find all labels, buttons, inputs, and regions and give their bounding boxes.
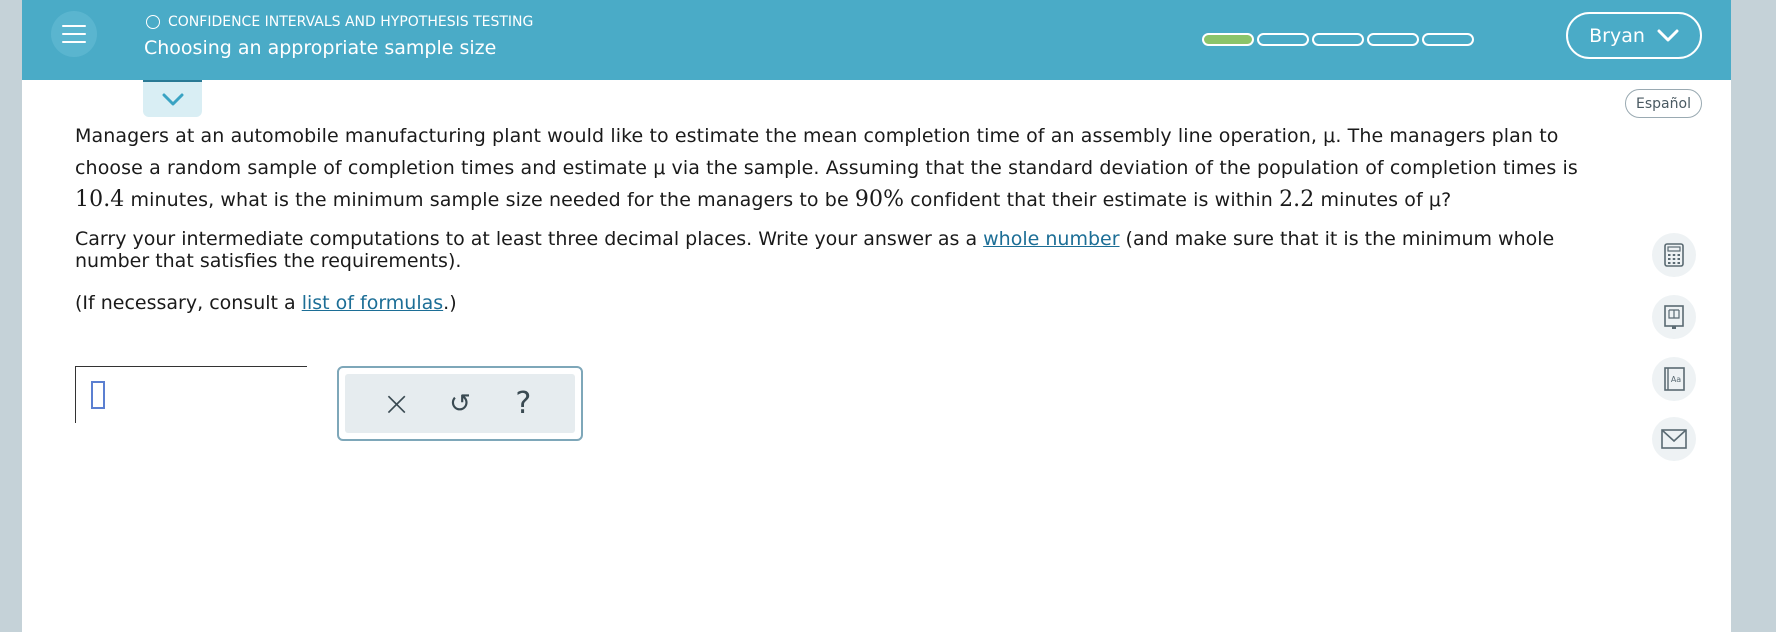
- page: [22, 0, 1731, 632]
- help-icon: ?: [515, 386, 532, 421]
- confidence-value: 90%: [854, 187, 905, 212]
- instructions: [75, 228, 1615, 272]
- language-button[interactable]: Español: [1625, 89, 1702, 118]
- instructions-text: Carry your intermediate computations to at least three decimal places. Write your answer as a: [75, 228, 984, 250]
- std-dev-value: 10.4: [75, 187, 125, 212]
- margin-value: 2.2: [1279, 187, 1315, 212]
- topic-label: CONFIDENCE INTERVALS AND HYPOTHESIS TESTING: [168, 14, 534, 30]
- undo-icon: ↺: [449, 388, 471, 419]
- formula-note: [75, 292, 1615, 314]
- progress-segment: [1202, 33, 1254, 46]
- answer-toolbar: [337, 366, 583, 441]
- clear-button[interactable]: [377, 384, 417, 424]
- svg-text:Aa: Aa: [1670, 375, 1682, 384]
- whole-number-link[interactable]: whole number: [983, 228, 1120, 250]
- text-cursor: [91, 381, 105, 409]
- user-name: Bryan: [1589, 24, 1645, 47]
- chevron-down-icon: [1657, 29, 1679, 43]
- menu-button[interactable]: [51, 11, 97, 57]
- problem-text: confident that their estimate is within: [904, 189, 1280, 211]
- message-button[interactable]: [1652, 417, 1696, 461]
- lesson-title: Choosing an appropriate sample size: [144, 37, 497, 59]
- dictionary-button[interactable]: [1652, 357, 1696, 401]
- circle-icon: [146, 15, 160, 29]
- problem-text: Managers at an automobile manufacturing plant would like to estimate the mean completion time of an assembly line operation, μ. The managers plan to choose a random sample of completion times and estimate μ via the sample. Assuming that the standard deviation of the population of completion times is: [75, 125, 1578, 179]
- user-menu-button[interactable]: [1566, 12, 1702, 59]
- book-icon: [1663, 304, 1685, 330]
- problem-text: minutes, what is the minimum sample size needed for the managers to be: [124, 189, 855, 211]
- formulas-link[interactable]: list of formulas: [301, 292, 444, 314]
- textbook-button[interactable]: [1652, 295, 1696, 339]
- problem-statement: [75, 120, 1615, 216]
- dictionary-icon: [1662, 366, 1686, 392]
- formula-note-text: (If necessary, consult a: [75, 292, 302, 314]
- progress-segment: [1367, 33, 1419, 46]
- close-icon: ×: [382, 383, 411, 424]
- mail-icon: [1660, 428, 1688, 450]
- progress-bar: [1202, 33, 1474, 46]
- undo-button[interactable]: [440, 384, 480, 424]
- calculator-button[interactable]: [1652, 233, 1696, 277]
- calculator-icon: [1663, 242, 1685, 268]
- problem-content: [75, 120, 1615, 314]
- formula-note-text: .): [443, 292, 457, 314]
- topic-line: [146, 14, 533, 30]
- instructions-text: (and make sure that it is the minimum whole number that satisfies the requirements).: [75, 228, 1555, 272]
- help-button[interactable]: [503, 384, 543, 424]
- progress-segment: [1312, 33, 1364, 46]
- hamburger-icon: [62, 25, 86, 43]
- problem-text: minutes of μ?: [1314, 189, 1452, 211]
- progress-segment: [1422, 33, 1474, 46]
- chevron-down-icon: [162, 93, 184, 107]
- collapse-header-button[interactable]: [143, 80, 202, 117]
- header-bar: [22, 0, 1731, 80]
- progress-segment: [1257, 33, 1309, 46]
- answer-input[interactable]: [75, 366, 307, 423]
